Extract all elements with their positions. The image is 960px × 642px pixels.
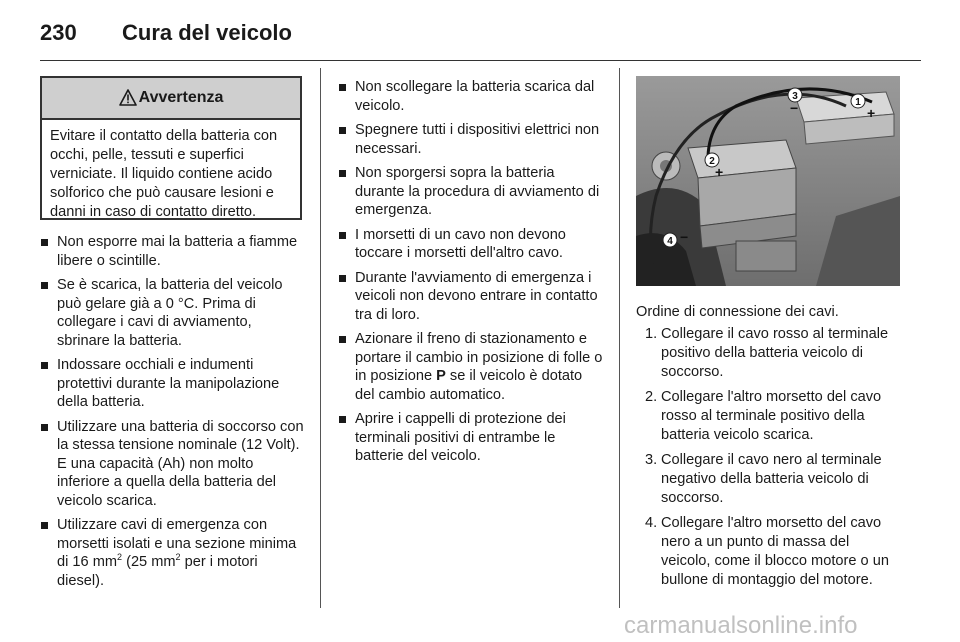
svg-text:3: 3 [792, 91, 798, 102]
jump-start-illustration [636, 76, 900, 286]
step-text: Collegare il cavo rosso al terminale positivo della batteria veicolo di soccorso. [661, 326, 889, 380]
bullet-icon [339, 127, 346, 134]
step-number: 1. [645, 326, 658, 342]
bullet-icon [41, 424, 48, 431]
step-number: 2. [645, 389, 658, 405]
svg-text:2: 2 [709, 156, 715, 167]
figure-caption: Ordine di connessione dei cavi. [636, 304, 839, 320]
svg-text:−: − [790, 100, 799, 116]
list-item [338, 226, 604, 263]
bullet-icon [41, 282, 48, 289]
list-item [338, 121, 604, 158]
list-item-text: se il veicolo è dotato del cambio automatico. [355, 368, 583, 403]
svg-text:1: 1 [855, 97, 861, 108]
list-item-text: Aprire i cappelli di protezione dei terminali positivi di entrambe le batterie del veicolo. [355, 411, 566, 464]
warning-triangle-icon [119, 89, 137, 107]
list-item [338, 410, 604, 466]
step-text: Collegare il cavo nero al terminale negativo della batteria veicolo di soccorso. [661, 452, 882, 506]
list-item-text: Durante l'avviamento di emergenza i veicoli non devono entrare in contatto tra di loro. [355, 269, 598, 323]
header-rule [40, 60, 921, 61]
list-item [338, 330, 604, 404]
list-item [338, 164, 604, 220]
donor-battery [796, 92, 894, 144]
list-item-text: I morsetti di un cavo non devono toccare i morsetti dell'altro cavo. [355, 226, 566, 261]
step-number: 4. [645, 515, 658, 531]
svg-text:4: 4 [667, 236, 673, 247]
list-item-text: Indossare occhiali e indumenti protettivi durante la manipolazione della batteria. [57, 357, 280, 410]
list-item [338, 269, 604, 325]
list-item [338, 78, 604, 115]
list-item-text: (25 mm [122, 554, 176, 570]
superscript: 2 [117, 552, 123, 563]
list-item-text: Non esporre mai la batteria a fiamme libere o scintille. [57, 234, 298, 269]
list-item-text: per i motori diesel). [57, 554, 258, 589]
svg-text:−: − [680, 229, 689, 245]
list-item [40, 516, 304, 590]
list-item [40, 418, 304, 511]
bullet-icon [339, 275, 346, 282]
warning-header [42, 78, 300, 120]
step-number: 3. [645, 452, 658, 468]
bullet-icon [339, 84, 346, 91]
list-item-text: Non sporgersi sopra la batteria durante la procedura di avviamento di emergenza. [355, 165, 600, 218]
left-bullet-list [40, 233, 304, 596]
bullet-icon [339, 170, 346, 177]
connection-steps [636, 325, 902, 596]
warning-title: Avvertenza [138, 89, 224, 106]
bullet-icon [339, 336, 346, 343]
step-item [636, 514, 902, 590]
svg-text:+: + [867, 105, 876, 121]
step-item [636, 388, 902, 445]
watermark: carmanualsonline.info [624, 612, 858, 639]
list-item-text: Utilizzare cavi di emergenza con morsetti isolati e una sezione minima di 16 mm [57, 517, 297, 570]
list-item-text: Non scollegare la batteria scarica dal veicolo. [355, 79, 595, 114]
superscript: 2 [175, 552, 181, 563]
column-divider-left [320, 68, 321, 608]
list-item [40, 276, 304, 350]
bullet-icon [41, 522, 48, 529]
list-item-text: Spegnere tutti i dispositivi elettrici non necessari. [355, 122, 600, 157]
step-text: Collegare l'altro morsetto del cavo rosso al terminale positivo della batteria veicolo scarica. [661, 389, 882, 443]
bullet-icon [41, 239, 48, 246]
engine-bay-drawing [636, 76, 900, 286]
list-item-text: Utilizzare una batteria di soccorso con la stessa tensione nominale (12 Volt). E una capacità (Ah) non molto inferiore a quella della batteria del veicolo scarica. [57, 418, 304, 509]
bullet-icon [339, 232, 346, 239]
column-divider-right [619, 68, 620, 608]
page-title: Cura del veicolo [122, 20, 292, 45]
bullet-icon [339, 416, 346, 423]
list-item-text: Azionare il freno di stazionamento e portare il cambio in posizione di folle o in posizione [355, 331, 603, 384]
warning-text: Evitare il contatto della batteria con occhi, pelle, tessuti e superfici verniciate. Il liquido contiene acido solforico che può causare lesioni e danni in caso di contatto diretto. [50, 128, 278, 220]
middle-bullet-list [338, 78, 604, 472]
svg-text:+: + [715, 164, 724, 180]
discharged-battery [688, 140, 796, 248]
park-position-label: P [436, 368, 446, 384]
page-number: 230 [40, 20, 77, 45]
bullet-icon [41, 362, 48, 369]
step-item [636, 325, 902, 382]
list-item [40, 233, 304, 270]
step-text: Collegare l'altro morsetto del cavo nero a un punto di massa del veicolo, come il blocco motore o un bullone di montaggio del motore. [661, 515, 889, 588]
list-item [40, 356, 304, 412]
list-item-text: Se è scarica, la batteria del veicolo può gelare già a 0 °C. Prima di collegare i cavi di avviamento, sbrinare la batteria. [57, 277, 283, 349]
warning-box [40, 76, 302, 220]
step-item [636, 451, 902, 508]
